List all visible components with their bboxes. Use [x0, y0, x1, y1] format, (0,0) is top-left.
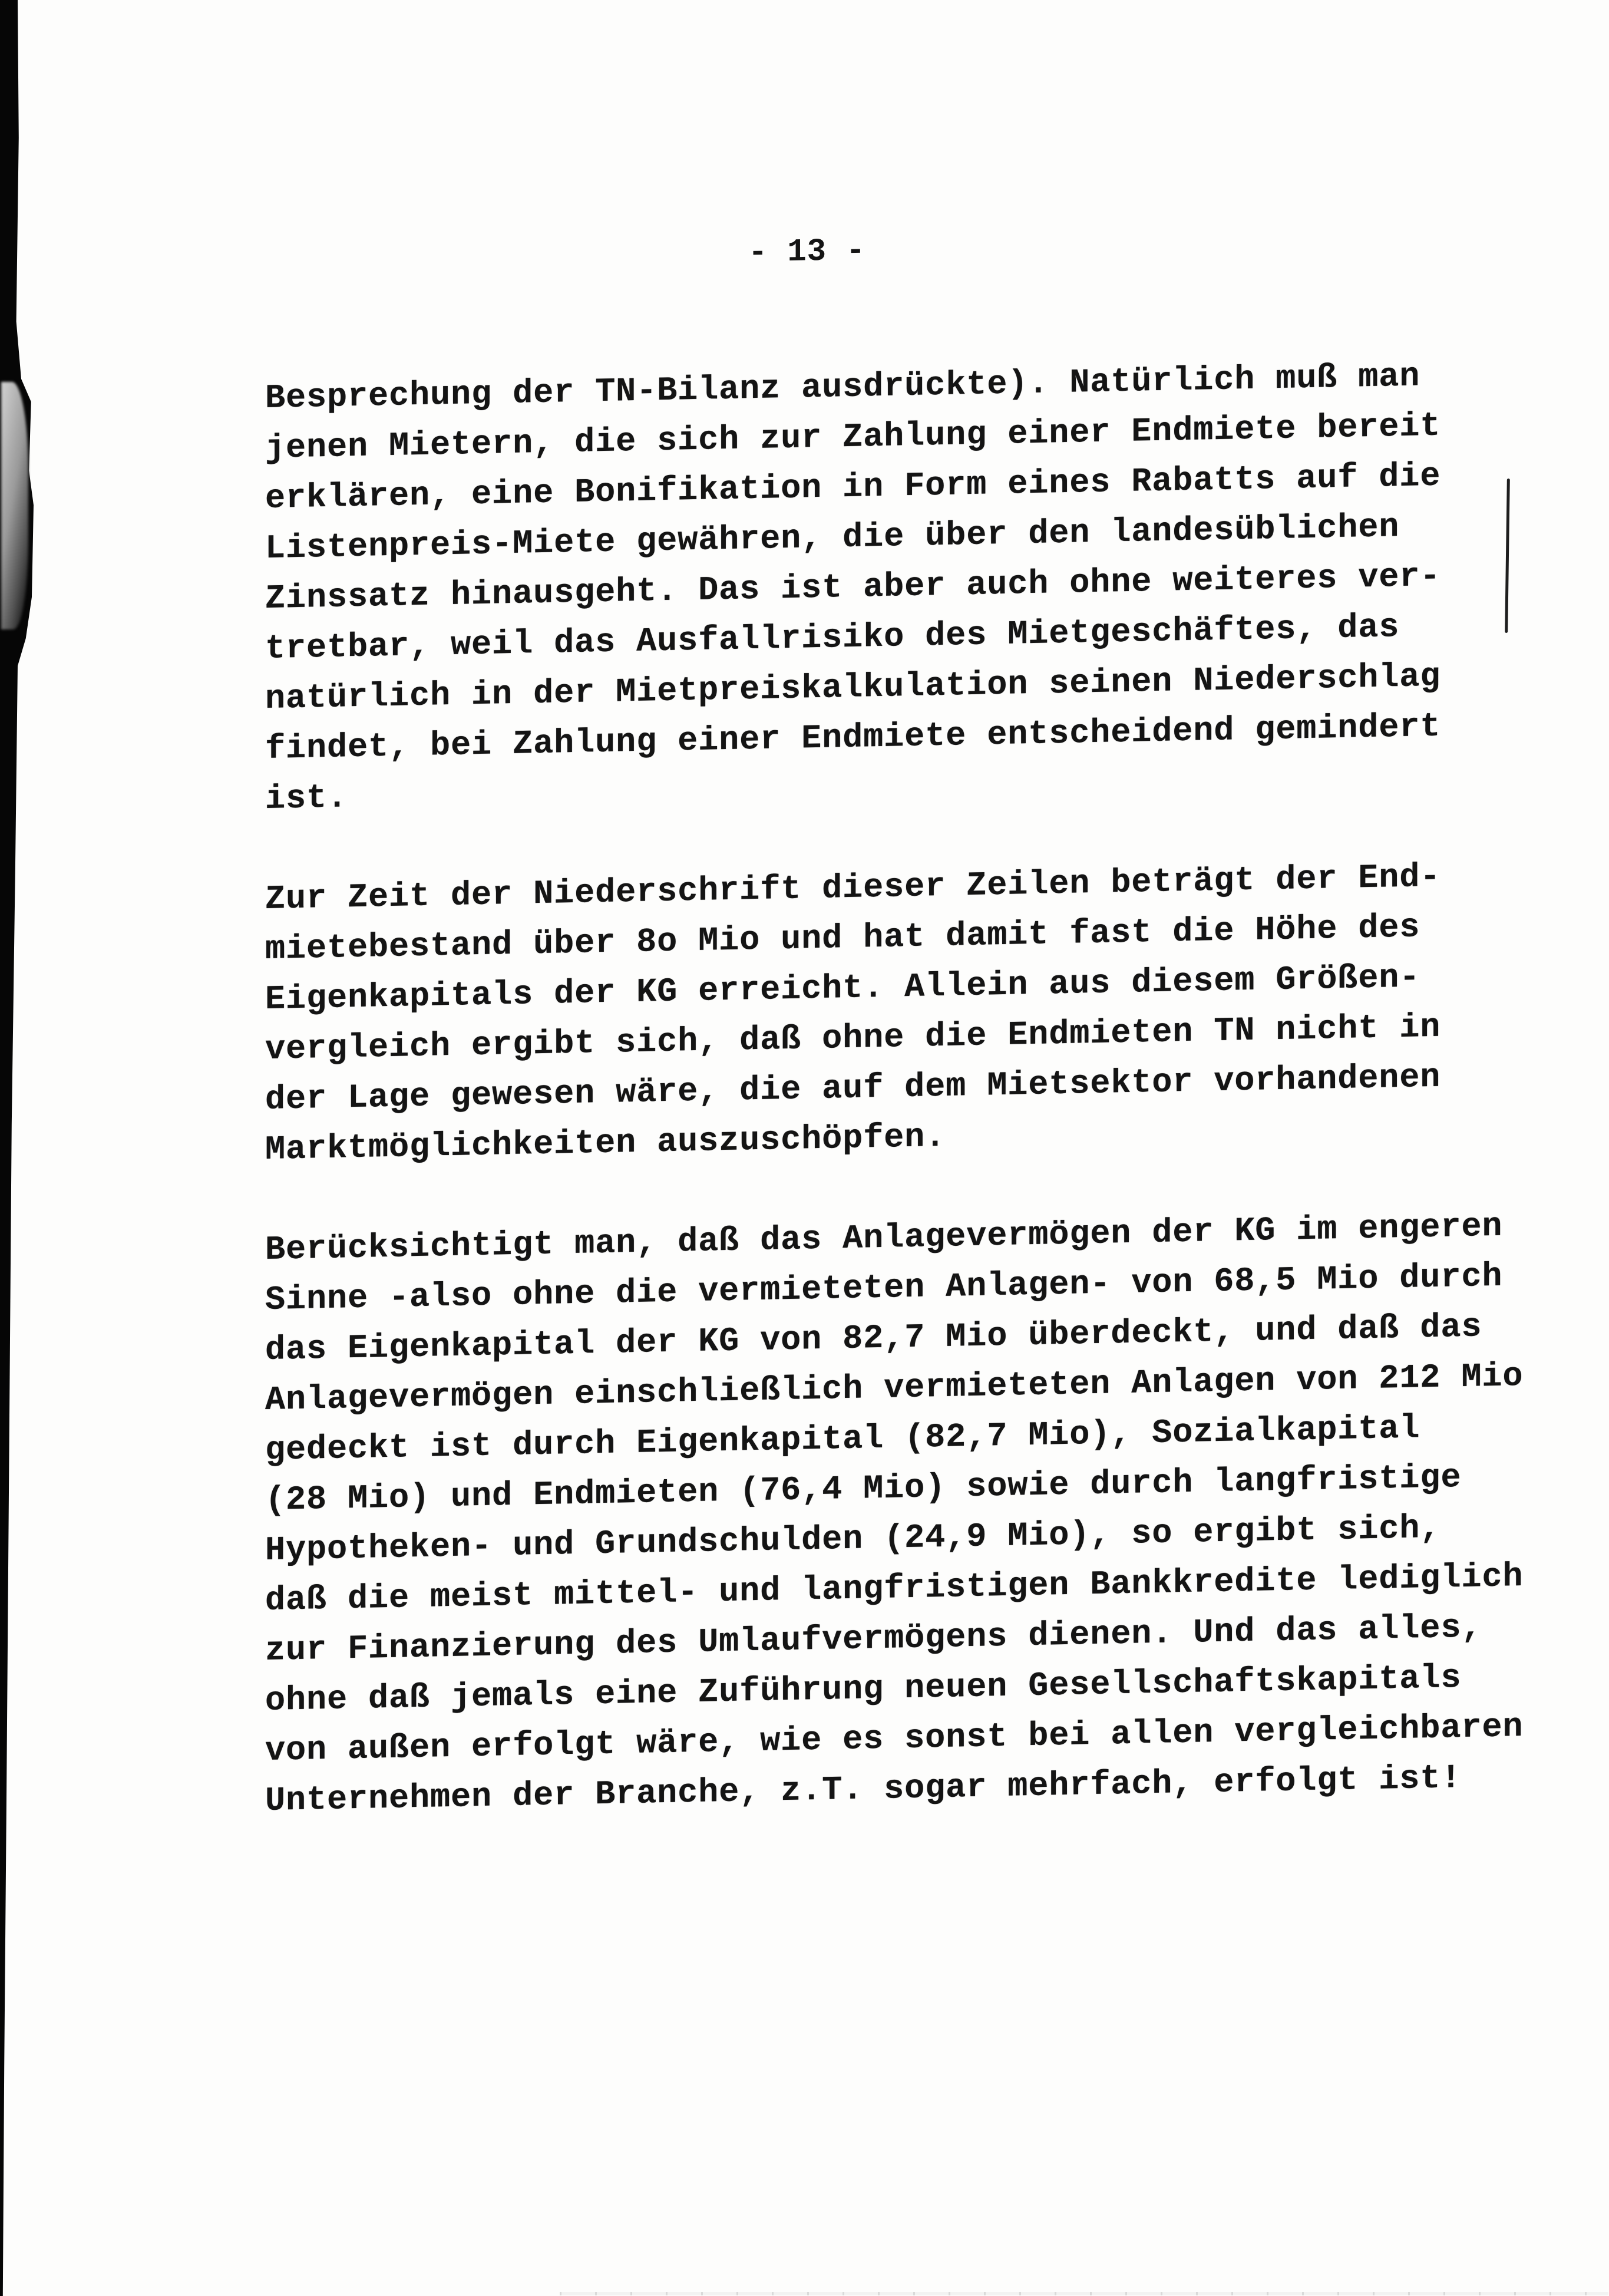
text-line: Unternehmen der Branche, z.T. sogar mehrfach, erfolgt ist! [265, 1760, 1462, 1820]
text-line: findet, bei Zahlung einer Endmiete entscheidend gemindert [265, 708, 1441, 768]
text-line: Listenpreis-Miete gewähren, die über den landesüblichen [265, 509, 1400, 568]
text-line: Zur Zeit der Niederschrift dieser Zeilen beträgt der End- [265, 858, 1441, 919]
text-line: von außen erfolgt wäre, wie es sonst bei allen vergleichbaren [265, 1708, 1524, 1770]
text-line: Eigenkapitals der KG erreicht. Allein aus diesem Größen- [265, 959, 1420, 1019]
text-line: Berücksichtigt man, daß das Anlagevermögen der KG im engeren [265, 1208, 1503, 1269]
text-line: vergleich ergibt sich, daß ohne die Endmieten TN nicht in [265, 1008, 1441, 1069]
text-line: das Eigenkapital der KG von 82,7 Mio überdeckt, und daß das [265, 1308, 1482, 1370]
text-line: erklären, eine Bonifikation in Form eines Rabatts auf die [265, 457, 1441, 518]
text-line: Besprechung der TN-Bilanz ausdrückte). Natürlich muß man [265, 358, 1420, 418]
text-line: zur Finanzierung des Umlaufvermögens dienen. Und das alles, [265, 1609, 1482, 1670]
paragraph-1 [265, 349, 1549, 825]
text-line: gedeckt ist durch Eigenkapital (82,7 Mio), Sozialkapital [265, 1410, 1420, 1470]
text-line: Anlagevermögen einschließlich vermieteten Anlagen von 212 Mio [265, 1357, 1524, 1420]
scan-curl-artifact [1, 382, 28, 629]
text-line: Zinssatz hinausgeht. Das ist aber auch ohne weiteres ver- [265, 557, 1441, 618]
text-line: mietebestand über 8o Mio und hat damit fast die Höhe des [265, 909, 1420, 969]
text-line: ist. [265, 779, 348, 819]
text-line: tretbar, weil das Ausfallrisiko des Mietgeschäftes, das [265, 609, 1400, 668]
typewritten-text-block [265, 233, 1549, 1877]
text-line: jenen Mietern, die sich zur Zahlung einer Endmiete bereit [265, 407, 1441, 468]
text-line: Sinne -also ohne die vermieteten Anlagen- von 68,5 Mio durch [265, 1258, 1503, 1319]
scan-bottom-noise [560, 2292, 1608, 2295]
text-line: Marktmöglichkeiten auszuschöpfen. [265, 1118, 946, 1169]
text-line: daß die meist mittel- und langfristigen Bankkredite lediglich [265, 1558, 1524, 1620]
text-line: der Lage gewesen wäre, die auf dem Mietsektor vorhandenen [265, 1058, 1441, 1119]
page-number: - 13 - [748, 233, 866, 272]
scan-edge-artifact [0, 0, 35, 2296]
text-line: ohne daß jemals eine Zuführung neuen Gesellschaftskapitals [265, 1660, 1462, 1720]
paragraph-3 [265, 1201, 1549, 1827]
text-line: natürlich in der Mietpreiskalkulation seinen Niederschlag [265, 658, 1441, 718]
text-line: (28 Mio) und Endmieten (76,4 Mio) sowie durch langfristige [265, 1459, 1462, 1520]
paragraph-2 [265, 850, 1549, 1176]
text-line: Hypotheken- und Grundschulden (24,9 Mio), so ergibt sich, [265, 1509, 1441, 1570]
